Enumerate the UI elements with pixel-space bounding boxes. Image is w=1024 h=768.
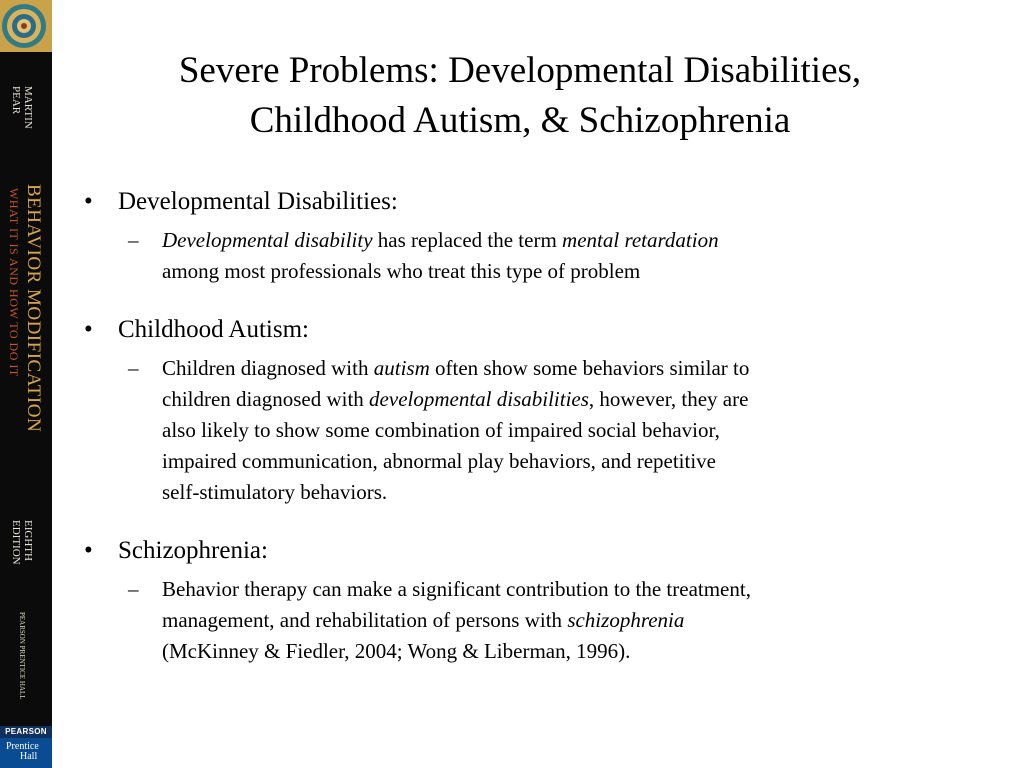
text-segment: self-stimulatory behaviors. <box>162 480 388 504</box>
sub-bullet-glyph: – <box>128 228 139 252</box>
sub-bullet-line <box>162 574 984 605</box>
sub-bullet-glyph: – <box>128 577 139 601</box>
sub-bullet-line <box>162 415 984 446</box>
text-segment: (McKinney & Fiedler, 2004; Wong & Liberman, 1996). <box>162 639 631 663</box>
text-segment: has replaced the term <box>372 228 563 252</box>
pearson-logo <box>0 726 52 768</box>
book-subtitle: WHAT IT IS AND HOW TO DO IT <box>7 188 21 377</box>
bullet-heading: Developmental Disabilities: <box>118 188 398 215</box>
text-segment: management, and rehabilitation of persons with <box>162 608 568 632</box>
italic-term: Developmental disability <box>162 228 373 252</box>
text-segment: often show some behaviors similar to <box>429 356 750 380</box>
bullet-glyph: • <box>84 188 93 215</box>
sub-bullet-line <box>162 225 984 256</box>
book-spine <box>0 0 52 768</box>
sub-bullet-line <box>162 477 984 508</box>
logo-line: Hall <box>20 751 38 762</box>
sub-bullet-line <box>162 353 984 384</box>
author-name: MARTIN <box>22 86 34 129</box>
publisher-name: PEARSON PRENTICE HALL <box>18 612 26 700</box>
italic-term: autism <box>373 356 430 380</box>
italic-term: schizophrenia <box>567 608 685 632</box>
sub-bullet-line <box>162 605 984 636</box>
edition-line: EDITION <box>10 520 22 565</box>
slide-body <box>84 186 984 694</box>
sub-bullet-item <box>84 574 984 667</box>
bullet-section <box>84 314 984 508</box>
title-line: Severe Problems: Developmental Disabilities, <box>178 50 862 91</box>
sub-bullet-line <box>162 256 984 287</box>
text-segment: , however, they are <box>588 387 749 411</box>
text-segment: children diagnosed with <box>162 387 370 411</box>
book-edition <box>10 520 34 565</box>
title-line: Childhood Autism, & Schizophrenia <box>249 100 791 141</box>
sub-bullet-glyph: – <box>128 356 139 380</box>
logo-line: Prentice <box>6 741 39 752</box>
edition-line: EIGHTH <box>22 520 34 561</box>
pearson-logo-bottom <box>0 738 52 762</box>
sub-bullet-item <box>84 353 984 508</box>
bullet-item <box>84 186 984 218</box>
bullet-glyph: • <box>84 316 93 343</box>
book-cover-art <box>0 0 52 52</box>
sub-bullet-line <box>162 384 984 415</box>
text-segment: Children diagnosed with <box>162 356 374 380</box>
italic-term: mental retardation <box>562 228 719 252</box>
sub-bullet-line <box>162 446 984 477</box>
book-authors <box>10 86 34 129</box>
bullet-section <box>84 535 984 667</box>
bullet-heading: Schizophrenia: <box>118 537 268 564</box>
text-segment: impaired communication, abnormal play behaviors, and repetitive <box>162 449 716 473</box>
bullet-item <box>84 314 984 346</box>
slide-title <box>70 46 970 146</box>
bullet-heading: Childhood Autism: <box>118 316 310 343</box>
author-name: PEAR <box>10 86 22 115</box>
text-segment: among most professionals who treat this type of problem <box>162 259 641 283</box>
book-title: BEHAVIOR MODIFICATION <box>23 184 44 433</box>
sub-bullet-item <box>84 225 984 287</box>
text-segment: also likely to show some combination of impaired social behavior, <box>162 418 720 442</box>
bullet-item <box>84 535 984 567</box>
text-segment: Behavior therapy can make a significant contribution to the treatment, <box>162 577 751 601</box>
bullet-glyph: • <box>84 537 93 564</box>
sub-bullet-line <box>162 636 984 667</box>
pearson-logo-top: PEARSON <box>0 726 52 738</box>
italic-term: developmental disabilities <box>369 387 589 411</box>
bullet-section <box>84 186 984 287</box>
